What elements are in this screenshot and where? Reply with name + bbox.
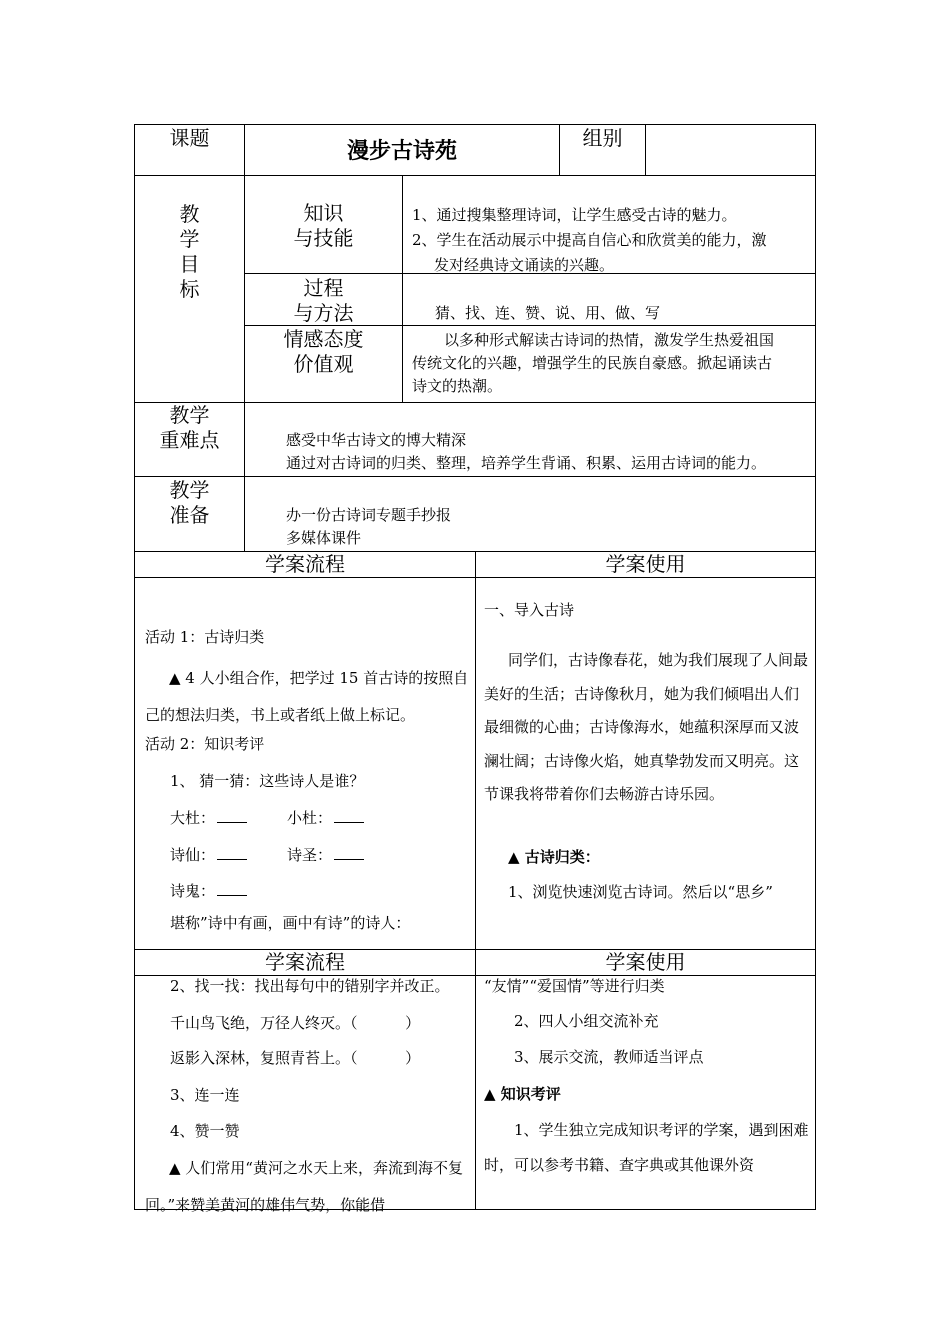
preparation-label: 教学 准备 <box>169 478 210 527</box>
objective-knowledge-text: 1、通过搜集整理诗词，让学生感受古诗的魅力。 2、学生在活动展示中提高自信心和欣赏美的能力，激 发对经典诗文诵读的兴趣。 <box>412 206 767 274</box>
activity1-title: 活动 1：古诗归类 <box>145 628 265 646</box>
section1-left-header: 学案流程 <box>265 552 345 576</box>
poem-line-1: 千山鸟飞绝，万径人终灭。（ ） <box>170 1014 421 1032</box>
classify-heading: ▲ 古诗归类： <box>508 848 600 866</box>
classify-continued: “友情”“爱国情”等进行归类 <box>484 977 665 995</box>
section2-left-header: 学案流程 <box>265 950 345 974</box>
group-label: 组别 <box>582 126 623 150</box>
key-points-label: 教学 重难点 <box>159 403 220 452</box>
blank-shi-sheng: 诗圣： <box>287 845 364 865</box>
preparation-text: 办一份古诗词专题手抄报 多媒体课件 <box>286 506 452 547</box>
poem-line-2: 返影入深林，复照青苔上。（ ） <box>170 1049 421 1067</box>
connect-item: 3、连一连 <box>170 1086 240 1104</box>
activity1-task: ▲ 4 人小组合作，把学过 15 首古诗的按照自己的想法归类，书上或者纸上做上标记。 <box>145 669 469 724</box>
lesson-title: 漫步古诗苑 <box>346 138 457 164</box>
yellow-river-text: ▲ 人们常用“黄河之水天上来，奔流到海不复回。”来赞美黄河的雄伟气势，你能借 <box>145 1159 463 1214</box>
objective-process-text: 猜、找、连、赞、说、用、做、写 <box>435 304 661 322</box>
classify-step2: 2、四人小组交流补充 <box>514 1012 659 1030</box>
key-points-text: 感受中华古诗文的博大精深 通过对古诗词的归类、整理，培养学生背诵、积累、运用古诗词的能力。 <box>286 431 767 472</box>
section2-right-header: 学案使用 <box>605 950 686 974</box>
blank-xiao-du: 小杜： <box>287 808 364 828</box>
intro-heading: 一、导入古诗 <box>484 601 575 619</box>
blank-da-du: 大杜： <box>170 808 247 828</box>
blank-shi-gui: 诗鬼： <box>170 881 247 901</box>
eval-text: 1、学生独立完成知识考评的学案，遇到困难时，可以参考书籍、查字典或其他课外资 <box>484 1121 809 1174</box>
activity2-title: 活动 2：知识考评 <box>145 735 265 753</box>
eval-heading: ▲ 知识考评 <box>484 1085 561 1103</box>
find-question: 2、找一找：找出每句中的错别字并改正。 <box>170 977 450 995</box>
guess-question: 1、 猜一猜：这些诗人是谁？ <box>170 772 365 790</box>
objective-emotion-label: 情感态度 价值观 <box>283 327 364 376</box>
kan-cheng-line: 堪称”诗中有画，画中有诗”的诗人： <box>170 914 411 932</box>
intro-text: 同学们，古诗像春花，她为我们展现了人间最美好的生活；古诗像秋月，她为我们倾唱出人们最细微的心曲；古诗像海水，她蕴积深厚而又波澜壮阔；古诗像火焰，她真挚勃发而又明亮。这节课我将带着你们去畅游古诗乐园。 <box>484 651 809 803</box>
classify-step3: 3、展示交流，教师适当评点 <box>514 1048 704 1066</box>
objective-emotion-text: 以多种形式解读古诗词的热情，激发学生热爱祖国 传统文化的兴趣，增强学生的民族自豪感。掀起诵读古 诗文的热潮。 <box>412 331 775 395</box>
classify-step1: 1、浏览快速浏览古诗词。然后以“思乡” <box>508 883 773 901</box>
objective-process-label: 过程 与方法 <box>293 276 354 325</box>
blank-shi-xian: 诗仙： <box>170 845 247 865</box>
section1-right-header: 学案使用 <box>605 552 686 576</box>
objective-knowledge-label: 知识 与技能 <box>293 201 354 250</box>
objectives-label: 教 学 目 标 <box>179 202 200 301</box>
topic-label: 课题 <box>169 126 210 150</box>
praise-item: 4、赞一赞 <box>170 1122 240 1140</box>
